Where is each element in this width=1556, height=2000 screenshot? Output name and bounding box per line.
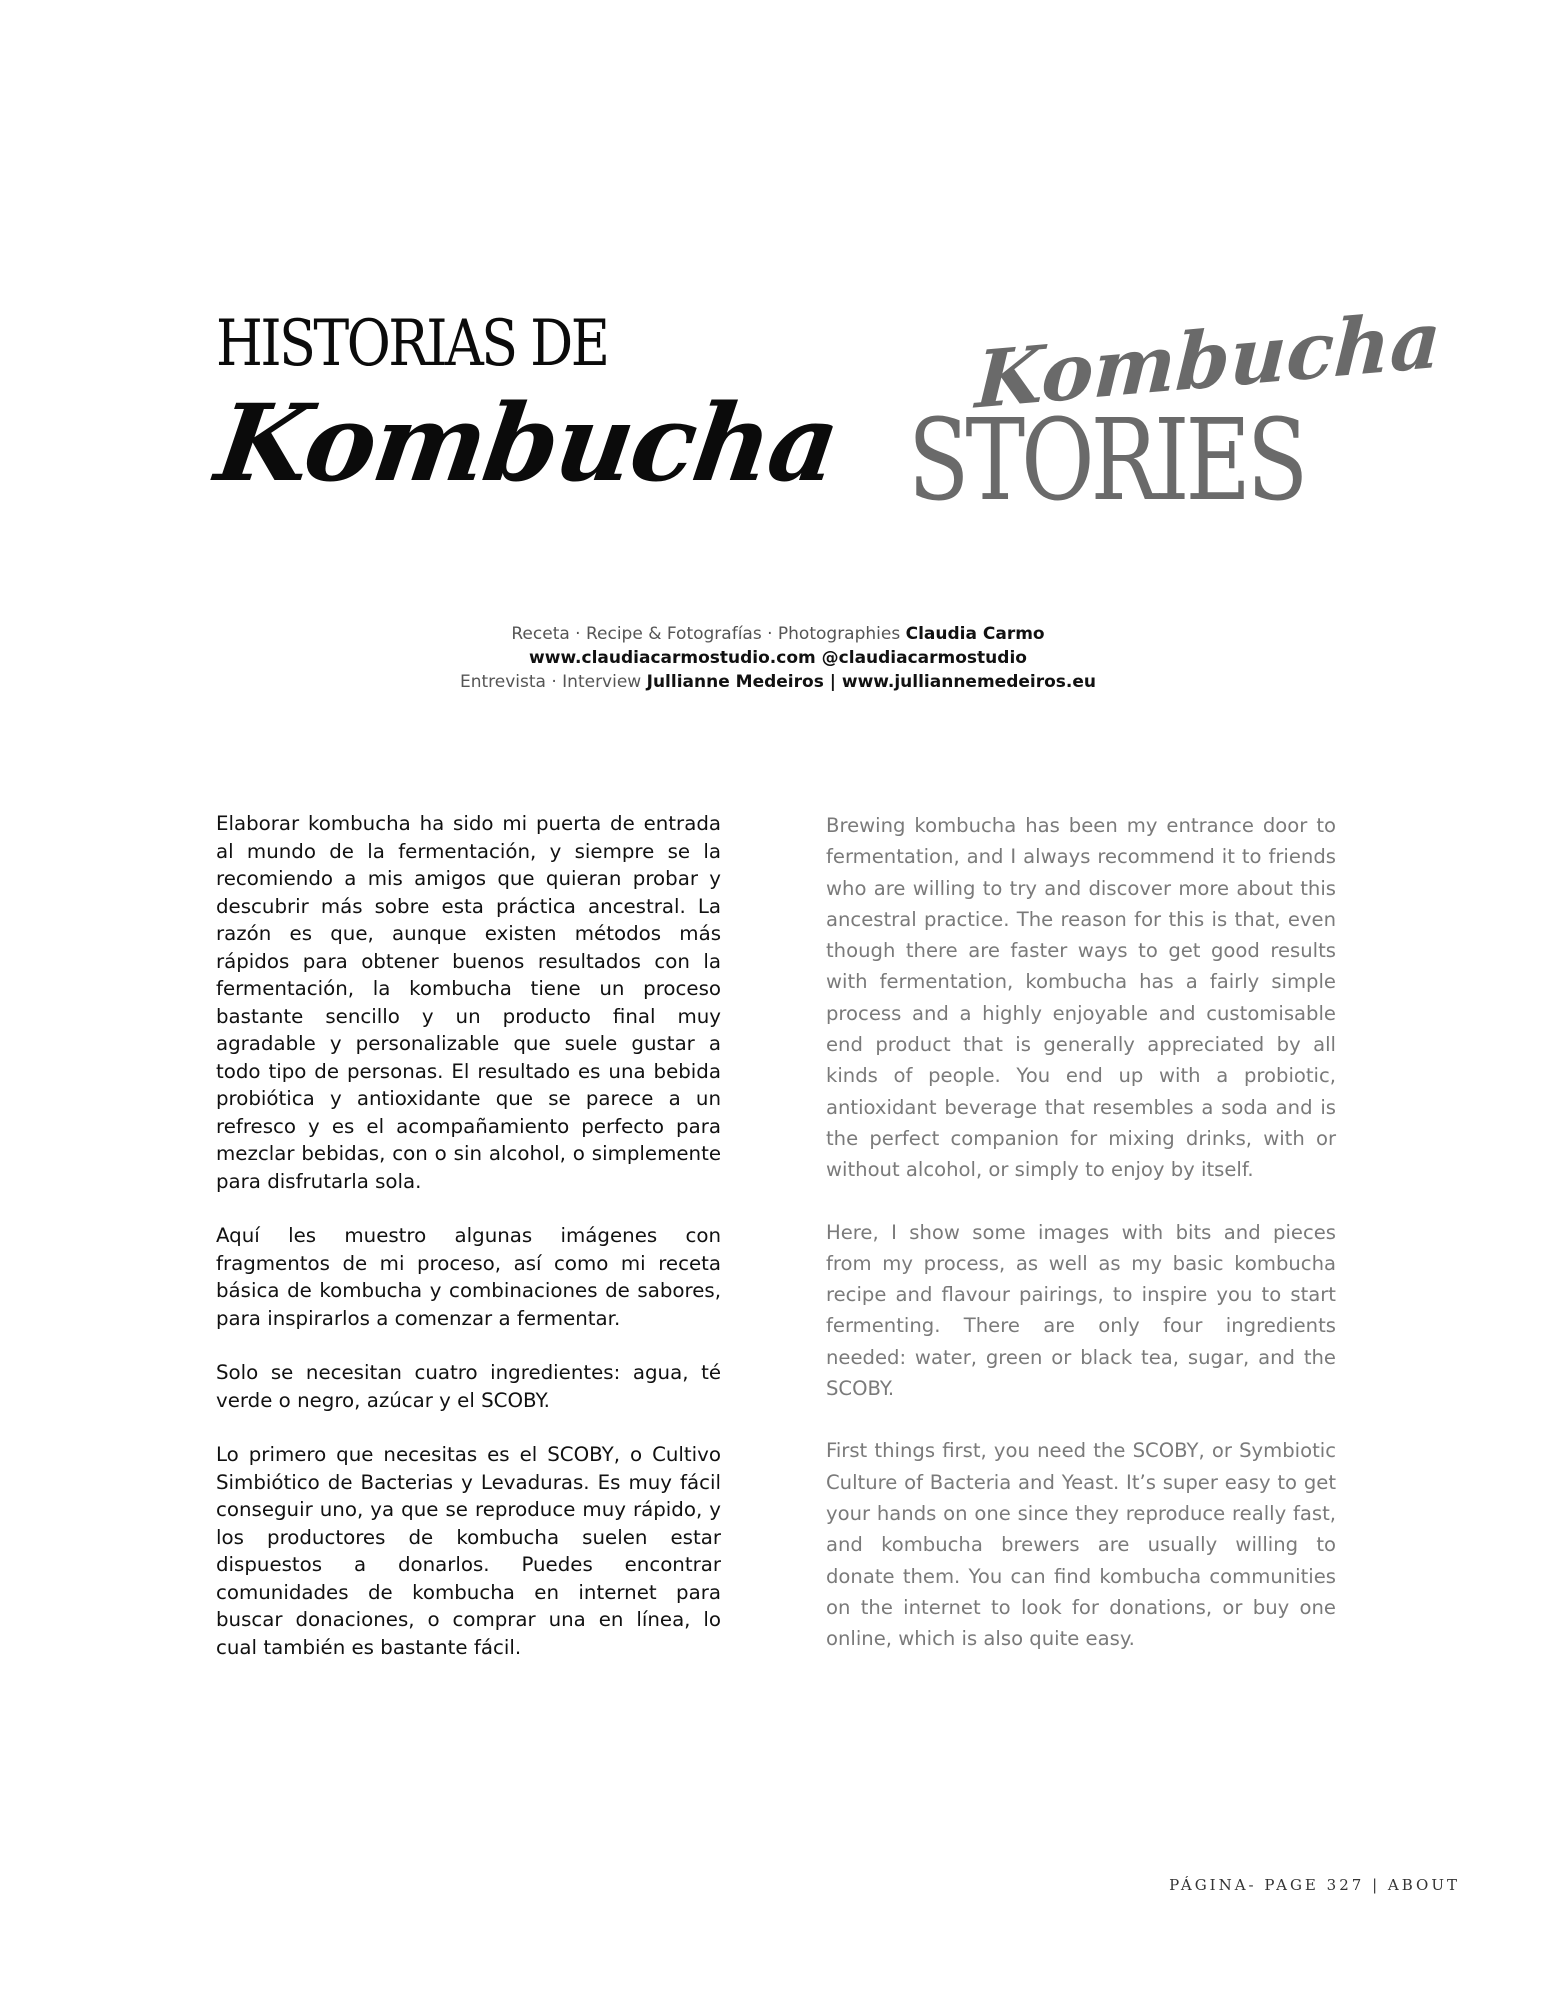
title-es-heading: HISTORIAS DE [216,307,608,381]
title-en-heading: STORIES [908,396,1305,526]
footer-page-label: PÁGINA- PAGE [1169,1876,1319,1894]
paragraph-es: Lo primero que necesitas es el SCOBY, o Cultivo Simbiótico de Bacterias y Levaduras. Es muy fácil conseguir uno, ya que se reproduce muy rápido, y los productores de kombucha suelen estar dispuestos a donarlos. Puedes encontrar comunidades de kombucha en internet para buscar donaciones, o comprar una en línea, lo cual también es bastante fácil. [216,1443,721,1659]
title-en-script: Kombucha [973,294,1444,427]
paragraph-es: Solo se necesitan cuatro ingredientes: agua, té verde o negro, azúcar y el SCOBY. [216,1361,721,1412]
credits-author-name: Claudia Carmo [905,624,1045,644]
footer-section: ABOUT [1387,1876,1460,1894]
page-footer [1169,1876,1460,1894]
paragraph-es: Elaborar kombucha ha sido mi puerta de entrada al mundo de la fermentación, y siempre se la recomiendo a mis amigos que quieran probar y descubrir más sobre esta práctica ancestral. La razón es que, aunque existen métodos más rápidos para obtener buenos resultados con la fermentación, la kombucha tiene un proceso bastante sencillo y un producto final muy agradable y personalizable que suele gustar a todo tipo de personas. El resultado es una bebida probiótica y antioxidante que se parece a un refresco y es el acompañamiento perfecto para mezclar bebidas, con o sin alcohol, o simplemente para disfrutarla sola. [216,812,721,1193]
credits-author-web: www.claudiacarmostudio.com @claudiacarmostudio [529,648,1027,668]
credits-line-recipe [0,622,1556,646]
footer-separator: | [1372,1876,1381,1894]
credits-interviewer: Jullianne Medeiros | www.julliannemedeiros.eu [646,672,1097,692]
credits-line-web [0,646,1556,670]
title-es-script: Kombucha [209,380,845,505]
body-column-english [826,810,1336,1654]
credits-interview-label: Entrevista · Interview [459,672,642,692]
body-column-spanish [216,810,721,1661]
credits-line-interview [0,670,1556,694]
paragraph-en: Here, I show some images with bits and pieces from my process, as well as my basic kombucha recipe and flavour pairings, to inspire you to start fermenting. There are only four ingredients needed: water, green or black tea, sugar, and the SCOBY. [826,1220,1336,1401]
paragraph-en: Brewing kombucha has been my entrance door to fermentation, and I always recommend it to friends who are willing to try and discover more about this ancestral practice. The reason for this is that, even though there are faster ways to get good results with fermentation, kombucha has a fairly simple process and a highly enjoyable and customisable end product that is generally appreciated by all kinds of people. You end up with a probiotic, antioxidant beverage that resembles a soda and is the perfect companion for mixing drinks, with or without alcohol, or simply to enjoy by itself. [826,814,1336,1182]
paragraph-es: Aquí les muestro algunas imágenes con fragmentos de mi proceso, así como mi receta básica de kombucha y combinaciones de sabores, para inspirarlos a comenzar a fermentar. [216,1224,721,1330]
credits-block [0,622,1556,694]
paragraph-en: First things first, you need the SCOBY, or Symbiotic Culture of Bacteria and Yeast. It’s super easy to get your hands on one since they reproduce really fast, and kombucha brewers are usually willing to donate them. You can find kombucha communities on the internet to look for donations, or buy one online, which is also quite easy. [826,1439,1336,1651]
credits-recipe-label: Receta · Recipe & Fotografías · Photographies [511,624,901,644]
footer-page-number: 327 [1326,1876,1365,1894]
